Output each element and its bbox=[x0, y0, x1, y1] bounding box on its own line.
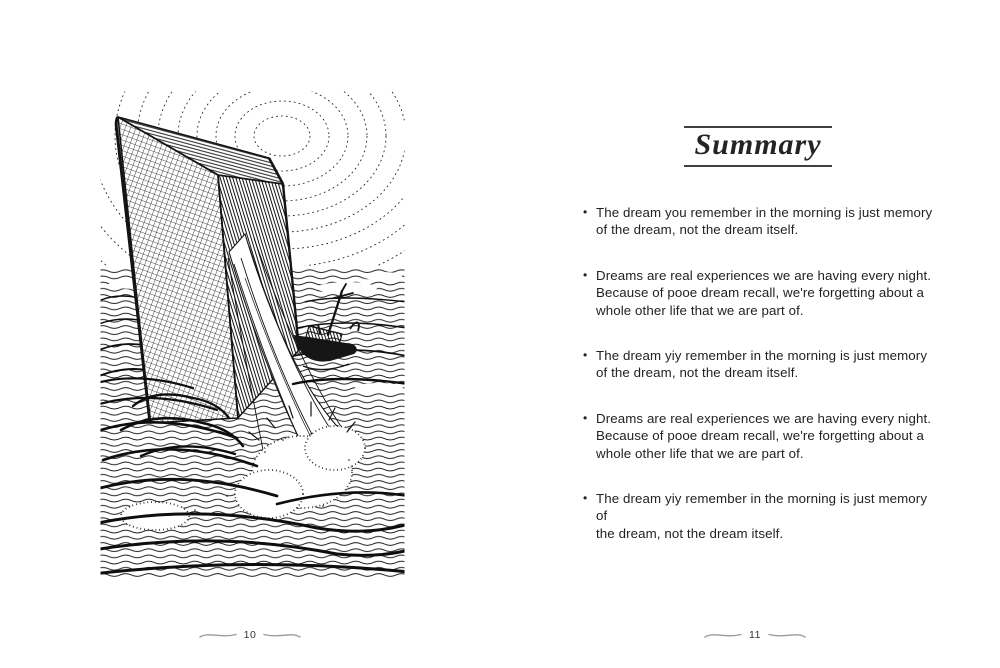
bullet-line: Dreams are real experiences we are having every night. bbox=[596, 410, 932, 426]
page-number-right: 11 bbox=[749, 629, 761, 641]
bullet-line: The dream you remember in the morning is just memory bbox=[596, 205, 933, 220]
bullet-marker: • bbox=[583, 491, 588, 506]
bullet-line: whole other life that we are part of. bbox=[596, 445, 804, 461]
page-number-left: 10 bbox=[243, 629, 257, 641]
bullet-line: the dream, not the dream itself. bbox=[596, 525, 784, 541]
bullet-line: Because of pooe dream recall, we're forgetting about a bbox=[596, 428, 924, 444]
page-right bbox=[500, 0, 1000, 668]
bullet-text bbox=[596, 347, 933, 382]
bullet-marker: • bbox=[583, 205, 588, 219]
swash-flourish-icon bbox=[704, 630, 742, 640]
bullet-line: of the dream, not the dream itself. bbox=[596, 365, 799, 381]
bullet-text bbox=[596, 410, 933, 462]
swash-flourish-icon bbox=[199, 630, 237, 640]
list-item bbox=[583, 490, 933, 542]
bullet-marker: • bbox=[583, 410, 588, 425]
list-item bbox=[583, 204, 933, 239]
summary-header bbox=[508, 126, 1000, 167]
bullet-line: Dreams are real experiences we are having every night. bbox=[596, 267, 932, 283]
page-footer-left bbox=[0, 629, 500, 641]
summary-list bbox=[583, 204, 933, 570]
bullet-marker: • bbox=[583, 267, 588, 282]
bullet-text bbox=[596, 204, 933, 239]
bullet-line: whole other life that we are part of. bbox=[596, 302, 804, 318]
swash-flourish-icon bbox=[768, 630, 806, 640]
list-item bbox=[583, 410, 933, 462]
bullet-text bbox=[596, 490, 933, 542]
swash-flourish-icon bbox=[263, 630, 301, 640]
book-wave-illustration bbox=[97, 88, 408, 582]
page-footer-right bbox=[505, 629, 1000, 641]
page-title: Summary bbox=[694, 128, 822, 161]
bullet-line: The dream yiy remember in the morning is just memory bbox=[596, 348, 928, 364]
bullet-marker: • bbox=[583, 348, 588, 363]
title-rules bbox=[684, 126, 831, 167]
giant-book bbox=[116, 117, 299, 423]
list-item bbox=[583, 347, 933, 382]
bullet-line: Because of pooe dream recall, we're forgetting about a bbox=[596, 285, 924, 301]
list-item bbox=[583, 267, 933, 319]
bullet-text bbox=[596, 267, 933, 319]
bullet-line: of the dream, not the dream itself. bbox=[596, 222, 799, 238]
bullet-line: The dream yiy remember in the morning is just memory of bbox=[596, 491, 928, 524]
